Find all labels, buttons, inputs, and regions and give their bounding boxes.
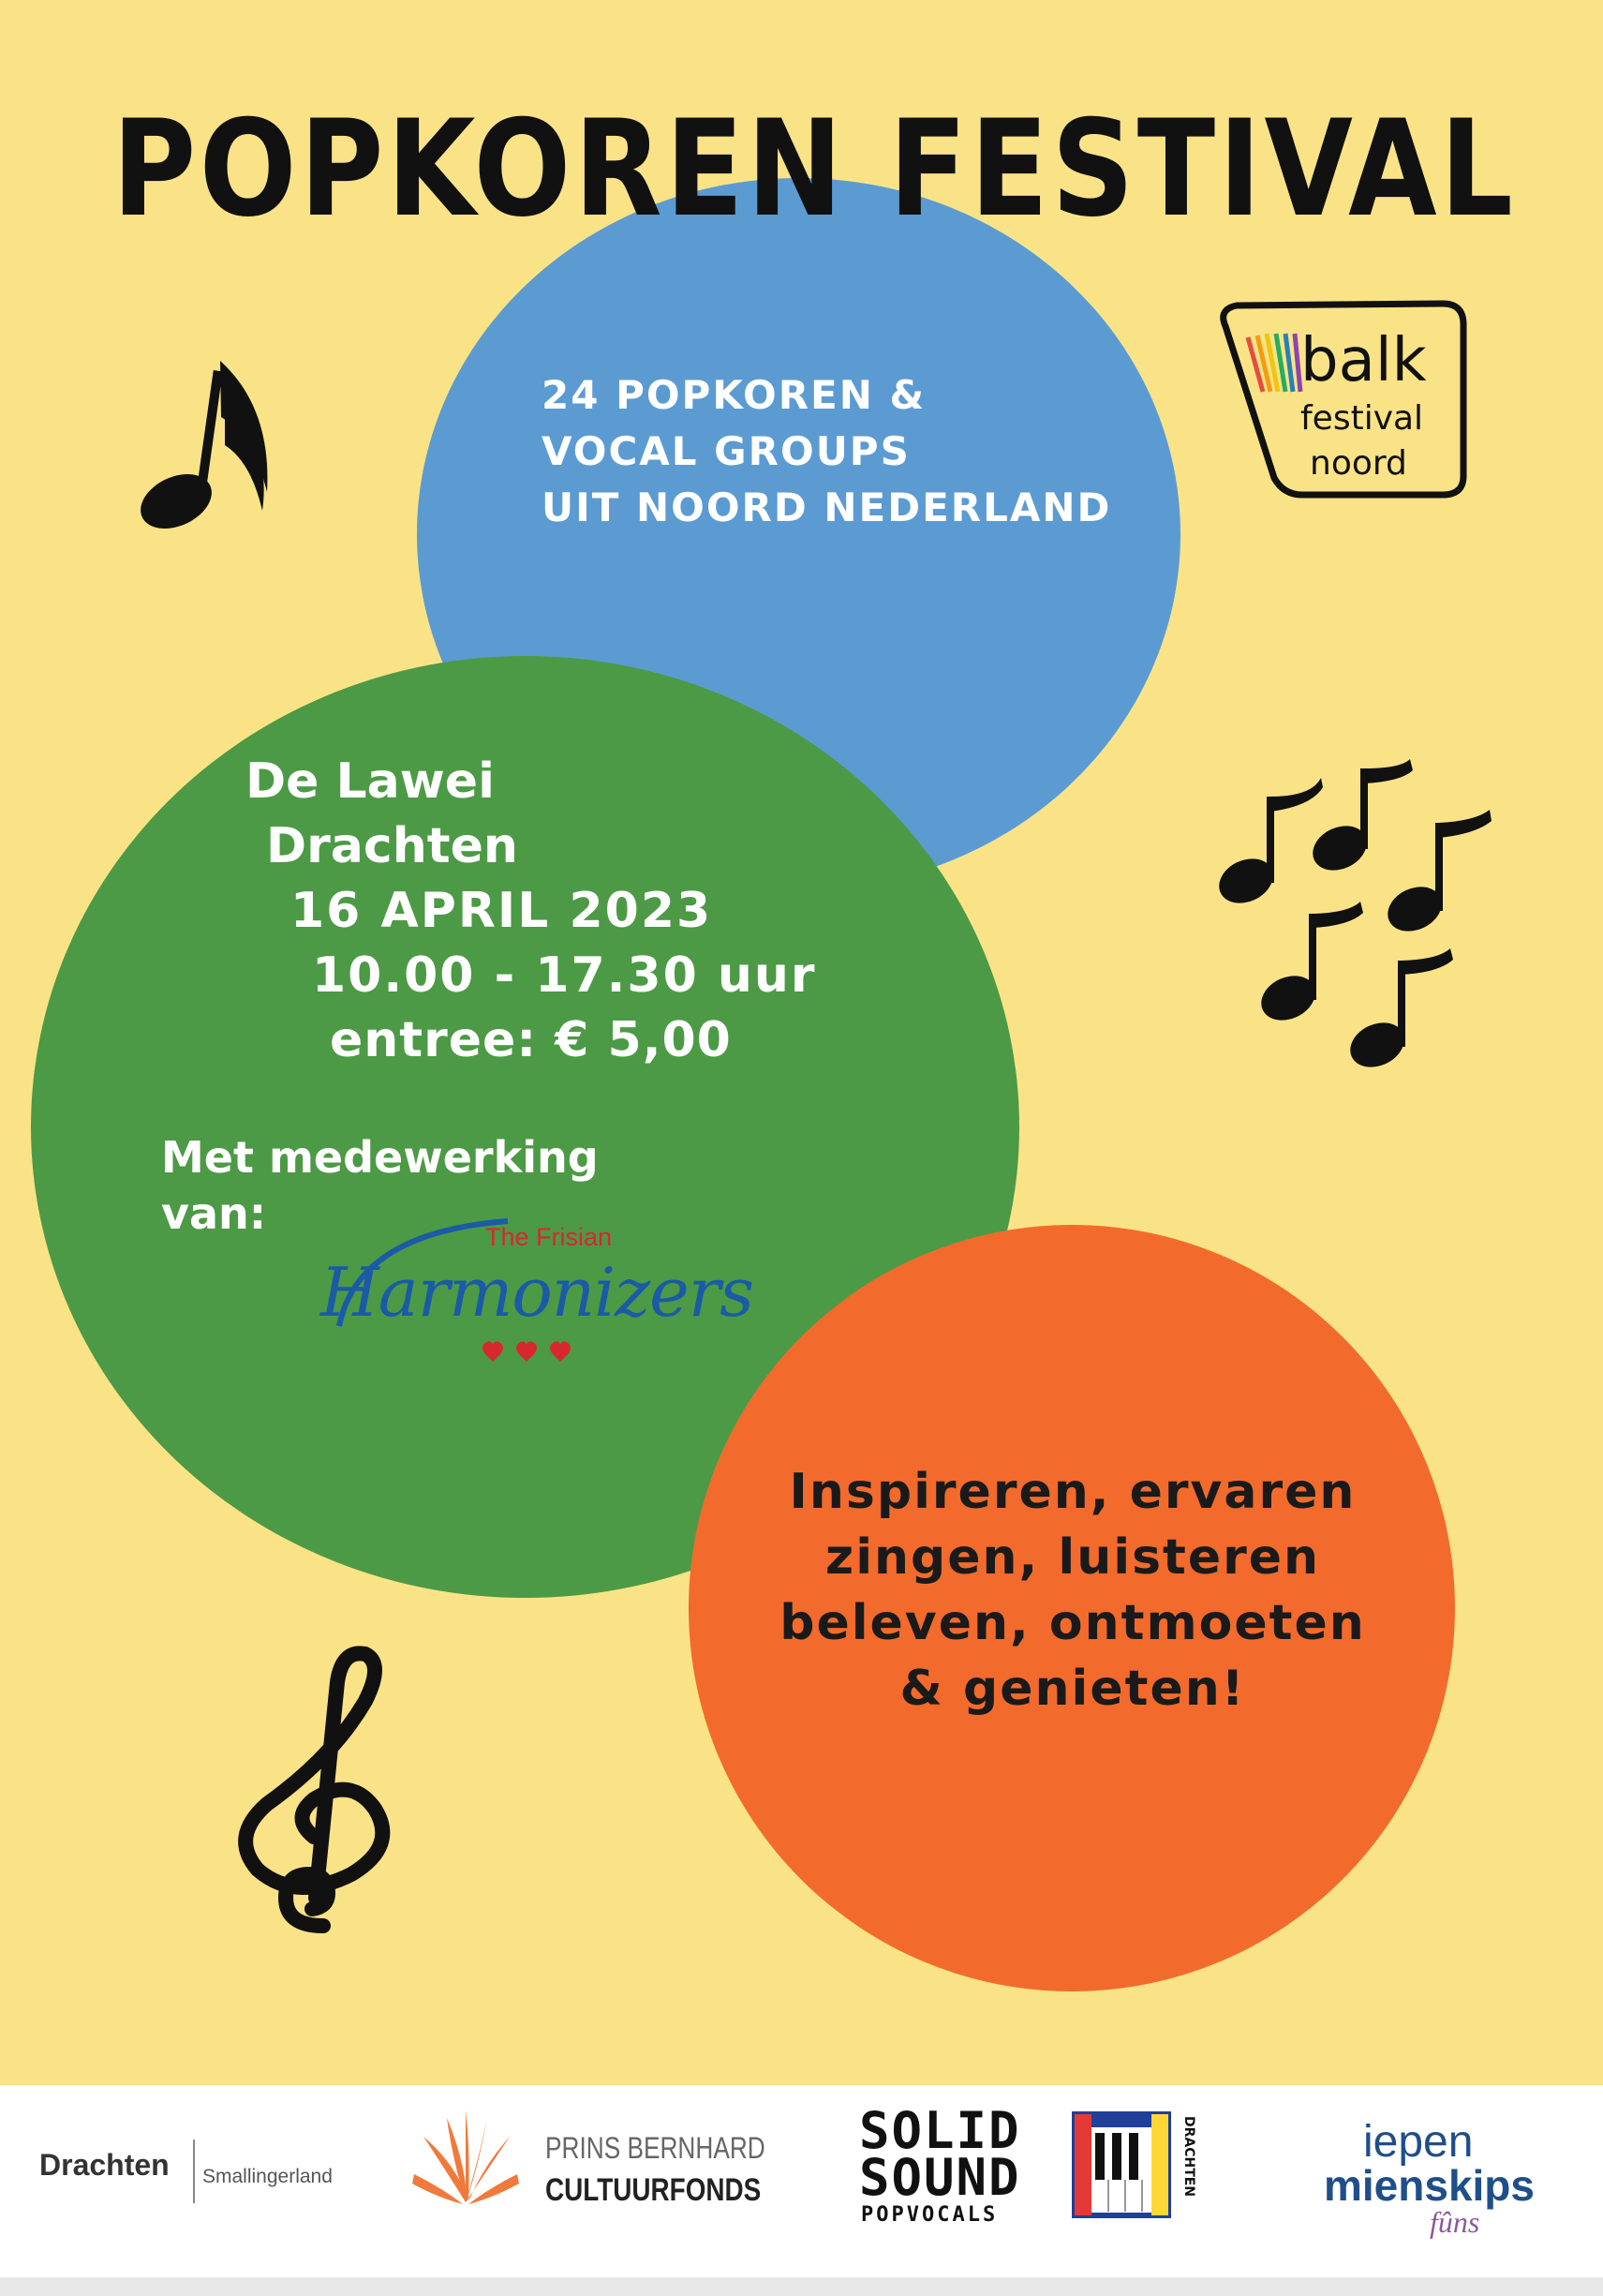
iepen-line-1: iepen	[1363, 2117, 1474, 2167]
frisian-harmonizers-logo	[302, 1214, 754, 1373]
prins-bernhard-line-1: PRINS BERNHARD	[545, 2131, 765, 2165]
event-time: 10.00 - 17.30 uur	[312, 947, 817, 1004]
drachten-logo-text: Drachten	[39, 2148, 170, 2182]
iepen-line-2: mienskips	[1324, 2161, 1535, 2210]
harmonizers-small-text: The Frisian	[485, 1223, 613, 1251]
venue-city: Drachten	[266, 818, 518, 874]
drachten-separator	[193, 2139, 195, 2203]
festival-word: festival	[1300, 399, 1424, 438]
drachten-vertical: DRACHTEN	[1181, 2116, 1196, 2198]
treble-clef-icon	[211, 1645, 426, 1945]
iepen-line-3: fûns	[1430, 2205, 1480, 2239]
choirs-line-3: UIT NOORD NEDERLAND	[542, 485, 1112, 530]
noord-word: noord	[1310, 444, 1407, 483]
poster-title: POPKOREN FESTIVAL	[111, 92, 1517, 246]
music-notes-cluster-icon	[1209, 759, 1499, 1087]
bottom-border	[0, 2277, 1603, 2296]
event-date: 16 APRIL 2023	[290, 883, 713, 939]
popvocals-word: POPVOCALS	[861, 2203, 999, 2227]
tagline-line-2: zingen, luisteren	[824, 1529, 1321, 1586]
eighth-note-icon	[131, 351, 300, 539]
entry-price: entree: € 5,00	[330, 1012, 732, 1068]
smallingerland-text: Smallingerland	[202, 2166, 333, 2187]
choirs-info	[542, 367, 1111, 536]
tagline-line-3: beleven, ontmoeten	[779, 1595, 1366, 1651]
tagline-line-4: & genieten!	[899, 1661, 1246, 1717]
collab-line-2: van:	[161, 1188, 267, 1239]
collab-line-1: Met medewerking	[161, 1132, 599, 1183]
solid-word: SOLID	[859, 2105, 1021, 2160]
tagline	[712, 1459, 1433, 1722]
venue-name: De Lawei	[245, 753, 495, 810]
solid-sound-logo	[857, 2105, 1213, 2227]
balk-festival-noord-logo	[1209, 298, 1471, 502]
choirs-line-1: 24 POPKOREN &	[542, 372, 927, 418]
prins-bernhard-flower-icon	[405, 2109, 527, 2212]
tagline-line-1: Inspireren, ervaren	[789, 1464, 1357, 1520]
choirs-line-2: VOCAL GROUPS	[542, 428, 911, 474]
balk-word: balk	[1300, 326, 1427, 395]
prins-bernhard-line-2: CULTUURFONDS	[545, 2172, 762, 2208]
sound-word: SOUND	[859, 2148, 1021, 2207]
harmonizers-big-text: Harmonizers	[320, 1253, 754, 1332]
